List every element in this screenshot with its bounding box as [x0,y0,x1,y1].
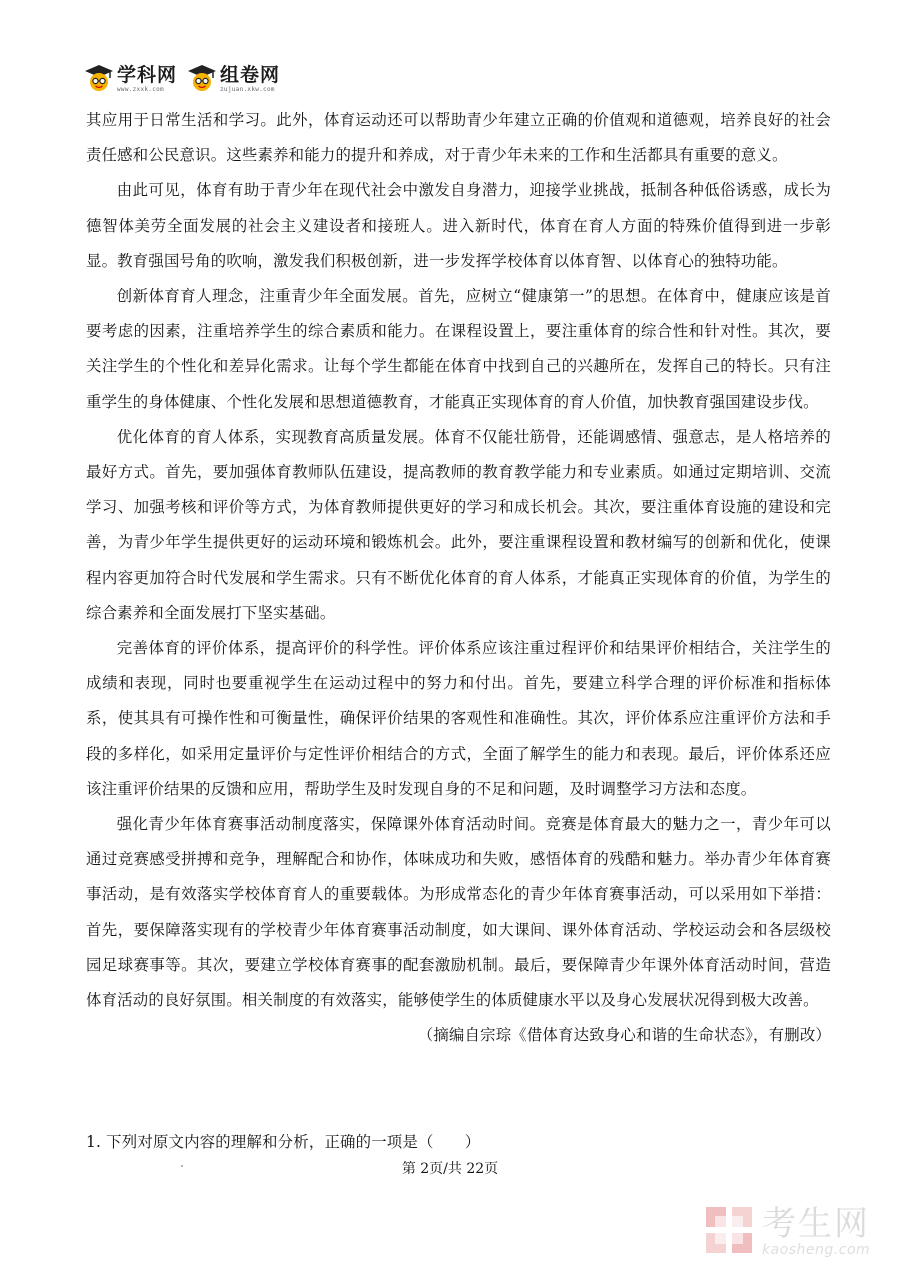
graduate-cap-icon [187,64,217,92]
graduate-cap-icon [84,64,114,92]
paragraph: 由此可见，体育有助于青少年在现代社会中激发自身潜力，迎接学业挑战，抵制各种低俗诱惑，成长为德智体美劳全面发展的社会主义建设者和接班人。进入新时代，体育在育人方面的特殊价值得到进一步彰显。教育强国号角的吹响，激发我们积极创新，进一步发挥学校体育以体育智、以体育心的独特功能。 [86,181,831,270]
watermark-text: 考生网 [762,1204,870,1244]
header-logos [84,64,280,98]
zxxk-logo-text: 学科网 [117,64,178,86]
paragraph: 优化体育的育人体系，实现教育高质量发展。体育不仅能壮筋骨，还能调感情、强意志，是人格培养的最好方式。首先，要加强体育教师队伍建设，提高教师的教育教学能力和专业素质。如通过定期培训、交流学习、加强考核和评价等方式，为体育教师提供更好的学习和成长机会。其次，要注重体育设施的建设和完善，为青少年学生提供更好的运动环境和锻炼机会。此外，要注重课程设置和教材编写的创新和优化，使课程内容更加符合时代发展和学生需求。只有不断优化体育的育人体系，才能真正实现体育的价值，为学生的综合素养和全面发展打下坚实基础。 [86,427,831,622]
zxxk-logo-url: www.zxxk.com [117,86,164,93]
paragraph: 完善体育的评价体系，提高评价的科学性。评价体系应该注重过程评价和结果评价相结合，关注学生的成绩和表现，同时也要重视学生在运动过程中的努力和付出。首先，要建立科学合理的评价标准和指标体系，使其具有可操作性和可衡量性，确保评价结果的客观性和准确性。其次，评价体系应注重评价方法和手段的多样化，如采用定量评价与定性评价相结合的方式，全面了解学生的能力和表现。最后，评价体系还应该注重评价结果的反馈和应用，帮助学生及时发现自身的不足和问题，及时调整学习方法和态度。 [86,639,831,798]
article-body [86,103,831,1053]
question-1: 1. 下列对原文内容的理解和分析，正确的一项是（ ） [86,1133,481,1151]
zujuan-logo [187,64,280,94]
watermark [704,1205,870,1257]
page-number: 第 2页/共 22页 [401,1161,499,1177]
paragraph-continuation: 其应用于日常生活和学习。此外，体育运动还可以帮助青少年建立正确的价值观和道德观，培养良好的社会责任感和公民意识。这些素养和能力的提升和养成，对于青少年未来的工作和生活都具有重要的意义。 [86,111,831,165]
watermark-url: kaosheng.com [762,1242,871,1258]
zujuan-logo-text: 组卷网 [220,64,281,86]
kaosheng-logo-icon [704,1205,754,1257]
paragraph: 强化青少年体育赛事活动制度落实，保障课外体育活动时间。竞赛是体育最大的魅力之一，青少年可以通过竞赛感受拼搏和竞争，理解配合和协作，体味成功和失败，感悟体育的残酷和魅力。举办青少年体育赛事活动，是有效落实学校体育育人的重要载体。为形成常态化的青少年体育赛事活动，可以采用如下举措：首先，要保障落实现有的学校青少年体育赛事活动制度，如大课间、课外体育活动、学校运动会和各层级校园足球赛事等。其次，要建立学校体育赛事的配套激励机制。最后，要保障青少年课外体育活动时间，营造体育活动的良好氛围。相关制度的有效落实，能够使学生的体质健康水平以及身心发展状况得到极大改善。 [86,815,831,1010]
zxxk-logo [84,64,177,94]
article-source: （摘编自宗琮《借体育达致身心和谐的生命状态》，有删改） [417,1026,831,1045]
paragraph: 创新体育育人理念，注重青少年全面发展。首先，应树立“健康第一”的思想。在体育中，健康应该是首要考虑的因素，注重培养学生的综合素质和能力。在课程设置上，要注重体育的综合性和针对性。其次，要关注学生的个性化和差异化需求。让每个学生都能在体育中找到自己的兴趣所在，发挥自己的特长。只有注重学生的身体健康、个性化发展和思想道德教育，才能真正实现体育的育人价值，加快教育强国建设步伐。 [86,287,831,411]
zujuan-logo-url: zujuan.xkw.com [220,86,275,93]
